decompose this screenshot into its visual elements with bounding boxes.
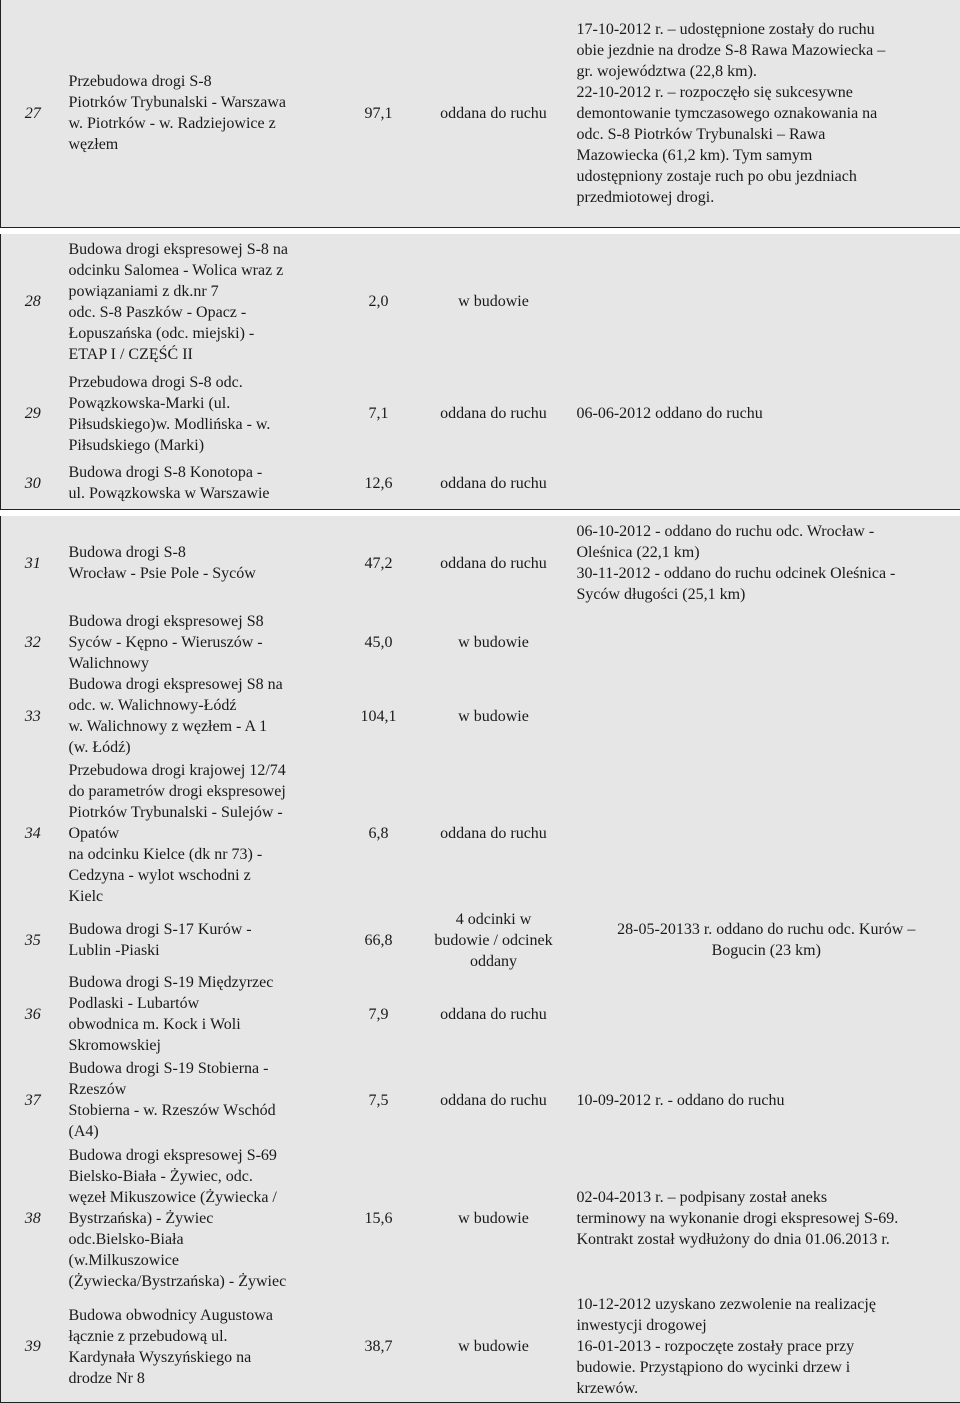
- row-note: 17-10-2012 r. – udostępnione zostały do ruchu obie jezdnie na drodze S-8 Rawa Mazowiecka – gr. województwa (22,8 km). 22-10-2012 r. – rozpoczęło się sukcesywne demontowanie tymczasowego oznakowania na odc. S-8 Piotrków Trybunalski – Rawa Mazowiecka (61,2 km). Tym samym udostępniony zostaje ruch po obu jezdniach przedmiotowej drogi.: [573, 0, 960, 227]
- row-length: 47,2: [343, 516, 415, 610]
- table-row: [1, 370, 960, 458]
- row-length: 7,9: [343, 972, 415, 1056]
- table-row: [1, 758, 960, 908]
- row-length: 104,1: [343, 674, 415, 758]
- row-note: 10-12-2012 uzyskano zezwolenie na realizację inwestycji drogowej 16-01-2013 - rozpoczęte zostały prace przy budowie. Przystąpiono do wycinki drzew i krzewów.: [573, 1292, 960, 1402]
- row-description: Budowa drogi ekspresowej S-69 Bielsko-Biała - Żywiec, odc. węzeł Mikuszowice (Żywiecka / Bystrzańska) - Żywiec odc.Bielsko-Biała (w.Milkuszowice (Żywiecka/Bystrzańska) - Żywiec: [65, 1144, 343, 1292]
- row-number: 34: [1, 758, 65, 908]
- row-length: 66,8: [343, 908, 415, 972]
- row-number: 31: [1, 516, 65, 610]
- table-row: [1, 972, 960, 1056]
- row-status: oddana do ruchu: [415, 370, 573, 458]
- row-number: 35: [1, 908, 65, 972]
- row-length: 38,7: [343, 1292, 415, 1402]
- row-note: [573, 234, 960, 370]
- row-length: 6,8: [343, 758, 415, 908]
- row-description: Budowa drogi S-17 Kurów - Lublin -Piaski: [65, 908, 343, 972]
- table-row: [1, 1144, 960, 1292]
- table-row: [1, 0, 960, 227]
- row-status: w budowie: [415, 674, 573, 758]
- row-note: 06-06-2012 oddano do ruchu: [573, 370, 960, 458]
- row-length: 12,6: [343, 458, 415, 510]
- row-status: w budowie: [415, 1292, 573, 1402]
- row-description: Budowa drogi S-8 Wrocław - Psie Pole - Syców: [65, 516, 343, 610]
- row-description: Budowa drogi S-19 Międzyrzec Podlaski - Lubartów obwodnica m. Kock i Woli Skromowskiej: [65, 972, 343, 1056]
- table-row: [1, 908, 960, 972]
- row-status: w budowie: [415, 1144, 573, 1292]
- row-length: 2,0: [343, 234, 415, 370]
- row-description: Przebudowa drogi S-8 odc. Powązkowska-Marki (ul. Piłsudskiego)w. Modlińska - w. Piłsudskiego (Marki): [65, 370, 343, 458]
- row-status: oddana do ruchu: [415, 972, 573, 1056]
- row-number: 39: [1, 1292, 65, 1402]
- row-description: Przebudowa drogi krajowej 12/74 do parametrów drogi ekspresowej Piotrków Trybunalski - Sulejów - Opatów na odcinku Kielce (dk nr 73) - Cedzyna - wylot wschodni z Kielc: [65, 758, 343, 908]
- row-note: [573, 758, 960, 908]
- row-note: [573, 610, 960, 674]
- table-row: [1, 674, 960, 758]
- row-number: 37: [1, 1056, 65, 1144]
- row-description: Budowa obwodnicy Augustowa łącznie z przebudową ul. Kardynała Wyszyńskiego na drodze Nr 8: [65, 1292, 343, 1402]
- row-note: 02-04-2013 r. – podpisany został aneks terminowy na wykonanie drogi ekspresowej S-69. Kontrakt został wydłużony do dnia 01.06.2013 r.: [573, 1144, 960, 1292]
- row-note: 10-09-2012 r. - oddano do ruchu: [573, 1056, 960, 1144]
- row-status: oddana do ruchu: [415, 0, 573, 227]
- row-number: 33: [1, 674, 65, 758]
- row-status: w budowie: [415, 610, 573, 674]
- table-row: [1, 234, 960, 370]
- row-number: 28: [1, 234, 65, 370]
- row-note: [573, 674, 960, 758]
- row-number: 30: [1, 458, 65, 510]
- row-description: Budowa drogi ekspresowej S8 na odc. w. Walichnowy-Łódź w. Walichnowy z węzłem - A 1 (w. Łódź): [65, 674, 343, 758]
- table-row: [1, 516, 960, 610]
- row-description: Budowa drogi S-19 Stobierna - Rzeszów Stobierna - w. Rzeszów Wschód (A4): [65, 1056, 343, 1144]
- row-description: Budowa drogi ekspresowej S-8 na odcinku Salomea - Wolica wraz z powiązaniami z dk.nr 7 odc. S-8 Paszków - Opacz - Łopuszańska (odc. miejski) - ETAP I / CZĘŚĆ II: [65, 234, 343, 370]
- row-note: [573, 972, 960, 1056]
- row-number: 32: [1, 610, 65, 674]
- table-row: [1, 610, 960, 674]
- table-row: [1, 1292, 960, 1402]
- row-length: 45,0: [343, 610, 415, 674]
- row-note: 28-05-20133 r. oddano do ruchu odc. Kurów – Bogucin (23 km): [573, 908, 960, 972]
- row-note: [573, 458, 960, 510]
- row-length: 15,6: [343, 1144, 415, 1292]
- row-status: oddana do ruchu: [415, 1056, 573, 1144]
- row-number: 27: [1, 0, 65, 227]
- row-description: Przebudowa drogi S-8 Piotrków Trybunalski - Warszawa w. Piotrków - w. Radziejowice z węzłem: [65, 0, 343, 227]
- table-row: [1, 458, 960, 510]
- row-length: 7,5: [343, 1056, 415, 1144]
- row-status: 4 odcinki w budowie / odcinek oddany: [415, 908, 573, 972]
- row-length: 7,1: [343, 370, 415, 458]
- row-length: 97,1: [343, 0, 415, 227]
- row-number: 29: [1, 370, 65, 458]
- table-row: [1, 1056, 960, 1144]
- row-status: w budowie: [415, 234, 573, 370]
- row-description: Budowa drogi S-8 Konotopa - ul. Powązkowska w Warszawie: [65, 458, 343, 510]
- row-status: oddana do ruchu: [415, 458, 573, 510]
- row-number: 36: [1, 972, 65, 1056]
- row-description: Budowa drogi ekspresowej S8 Syców - Kępno - Wieruszów - Walichnowy: [65, 610, 343, 674]
- row-status: oddana do ruchu: [415, 758, 573, 908]
- row-number: 38: [1, 1144, 65, 1292]
- row-note: 06-10-2012 - oddano do ruchu odc. Wrocław - Oleśnica (22,1 km) 30-11-2012 - oddano do ruchu odcinek Oleśnica - Syców długości (25,1 km): [573, 516, 960, 610]
- row-status: oddana do ruchu: [415, 516, 573, 610]
